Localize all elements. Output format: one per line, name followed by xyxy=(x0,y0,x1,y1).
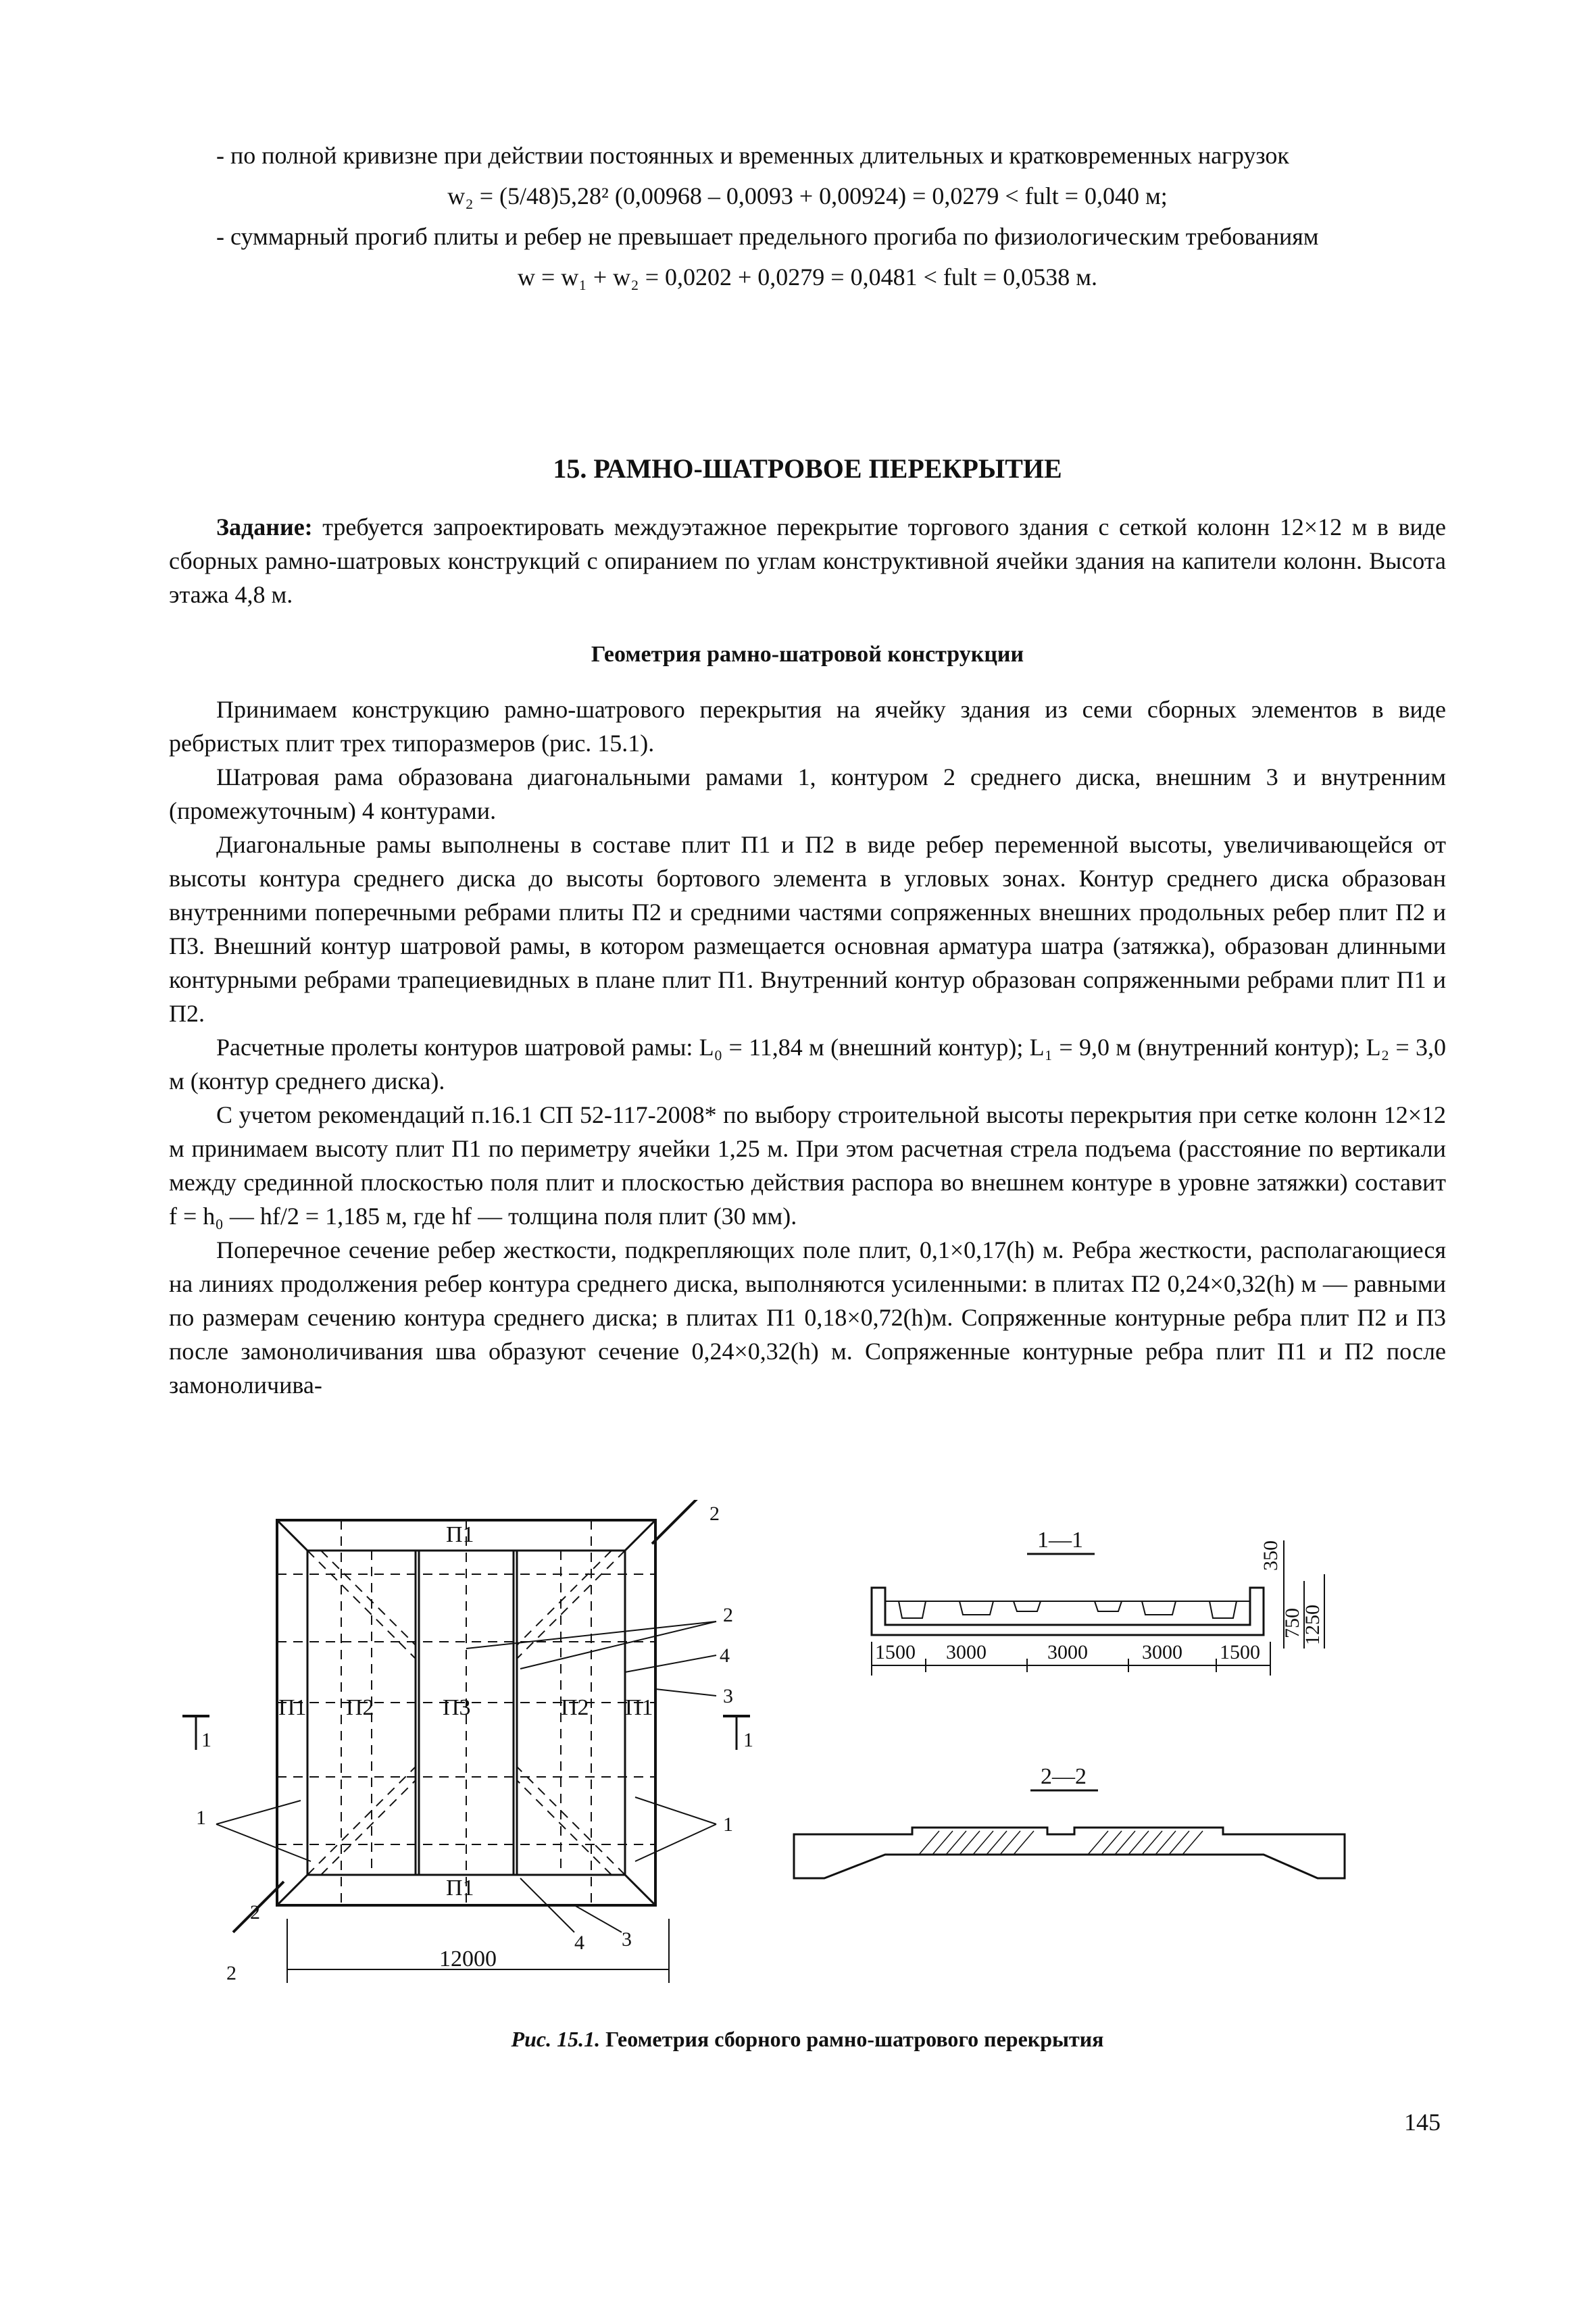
figure-drawing xyxy=(169,1500,1446,2000)
label-p3: П3 xyxy=(443,1695,471,1720)
paragraph: С учетом рекомендаций п.16.1 СП 52-117-2008* по выбору строительной высоты перекрытия при сетке колонн 12×12 м принимаем высоту плит П1 по периметру ячейки 1,25 м. При этом расчетная стрела подъема (расстояние по вертикали между срединной плоскостью поля плит и плоскостью действия распора во внешнем контуре в уровне затяжки) составит f = h₀ — hf/2 = 1,185 м, где hf — толщина поля плит (30 мм). xyxy=(169,1101,1446,1230)
label-p1-bottom: П1 xyxy=(446,1876,474,1901)
paragraph: - по полной кривизне при действии постоянных и временных длительных и кратковременных нагрузок xyxy=(216,142,1289,169)
paragraph: Поперечное сечение ребер жесткости, подкрепляющих поле плит, 0,1×0,17(h) м. Ребра жесткости, располагающиеся на линиях продолжения ребер контура среднего диска, выполняются усиленными: в плитах П2 0,24×0,32(h) м — равными по размерам сечению контура среднего диска; в плитах П1 0,18×0,72(h)м. Сопряженные контурные ребра плит П2 и П3 после замоноличивания шва образуют сечение 0,24×0,32(h) м. Сопряженные контурные ребра плит П1 и П2 после замоноличива- xyxy=(169,1236,1446,1399)
callout-3-bottom: 3 xyxy=(622,1928,632,1951)
task-block xyxy=(169,510,1446,611)
paragraph: Принимаем конструкцию рамно-шатрового перекрытия на ячейку здания из семи сборных элементов в виде ребристых плит трех типоразмеров (рис. 15.1). xyxy=(169,696,1446,757)
page-number: 145 xyxy=(1404,2109,1441,2136)
formula-w2: w₂ = (5/48)5,28² (0,00968 – 0,0093 + 0,00924) = 0,0279 < fult = 0,040 м; xyxy=(447,182,1168,209)
section-1-1-title: 1—1 xyxy=(1037,1528,1083,1553)
label-p2-right: П2 xyxy=(561,1695,589,1720)
callout-2: 2 xyxy=(723,1604,733,1626)
label-p1-right: П1 xyxy=(625,1695,653,1720)
dim-1500-right: 1500 xyxy=(1220,1641,1260,1663)
section-2-2-labels xyxy=(1041,1764,1087,1789)
height-1250: 1250 xyxy=(1301,1605,1324,1645)
paragraph: Расчетные пролеты контуров шатровой рамы: L₀ = 11,84 м (внешний контур); L₁ = 9,0 м (внутренний контур); L₂ = 3,0 м (контур среднего диска). xyxy=(169,1034,1446,1095)
height-750: 750 xyxy=(1281,1608,1303,1638)
dim-3000-2: 3000 xyxy=(1047,1641,1088,1663)
task-text: требуется запроектировать междуэтажное перекрытие торгового здания с сеткой колонн 12×12 м в виде сборных рамно-шатровых конструкций с опиранием по углам конструктивной ячейки здания на капители колонн. Высота этажа 4,8 м. xyxy=(169,513,1446,608)
dim-3000-3: 3000 xyxy=(1142,1641,1182,1663)
dim-1500-left: 1500 xyxy=(875,1641,916,1663)
callout-4-right: 4 xyxy=(720,1644,730,1667)
callout-1-left: 1 xyxy=(196,1807,206,1829)
caption-number: Рис. 15.1. xyxy=(511,2027,601,2051)
callout-1-right: 1 xyxy=(723,1813,733,1836)
callout-3-right: 3 xyxy=(723,1685,733,1707)
caption-text: Геометрия сборного рамно-шатрового перекрытия xyxy=(600,2027,1104,2051)
section-2-2-title: 2—2 xyxy=(1041,1764,1087,1789)
dim-3000-1: 3000 xyxy=(946,1641,987,1663)
task-label: Задание: xyxy=(216,513,313,540)
label-p1-left: П1 xyxy=(278,1695,307,1720)
task-paragraph xyxy=(169,510,1446,611)
plan-view xyxy=(182,1500,750,1983)
label-p1-top: П1 xyxy=(446,1522,474,1547)
figure-caption xyxy=(169,2027,1446,2052)
section-mark-2-slash: 2 xyxy=(250,1901,260,1923)
paragraph: - суммарный прогиб плиты и ребер не превышает предельного прогиба по физиологическим требованиям xyxy=(216,223,1319,250)
label-p2-left: П2 xyxy=(346,1695,374,1720)
height-350: 350 xyxy=(1260,1540,1282,1571)
section-title: 15. РАМНО-ШАТРОВОЕ ПЕРЕКРЫТИЕ xyxy=(553,453,1062,484)
top-text xyxy=(169,139,1446,294)
section-mark-1-left: 1 xyxy=(201,1729,211,1751)
paragraph: Шатровая рама образована диагональными рамами 1, контуром 2 среднего диска, внешним 3 и внутренним (промежуточным) 4 контурами. xyxy=(169,763,1446,824)
paragraph: Диагональные рамы выполнены в составе плит П1 и П2 в виде ребер переменной высоты, увеличивающейся от высоты контура среднего диска до высоты бортового элемента в угловых зонах. Контур среднего диска образован внутренними поперечными ребрами плиты П2 и средними частями сопряженных внешних продольных ребер плит П2 и П3. Внешний контур шатровой рамы, в котором размещается основная арматура шатра (затяжка), образован длинными контурными ребрами трапециевидных в плане плит П1. Внутренний контур образован сопряженными ребрами плит П1 и П2. xyxy=(169,831,1446,1027)
subsection-title: Геометрия рамно-шатровой конструкции xyxy=(591,642,1024,667)
callout-2-top: 2 xyxy=(709,1503,720,1525)
section-1-1-labels xyxy=(875,1528,1324,1663)
body-text xyxy=(169,693,1446,1402)
section-mark-1-right: 1 xyxy=(743,1729,753,1751)
callout-4-bottom: 4 xyxy=(574,1932,584,1954)
section-mark-2-bottom: 2 xyxy=(226,1962,236,1984)
formula-w: w = w₁ + w₂ = 0,0202 + 0,0279 = 0,0481 < fult = 0,0538 м. xyxy=(518,263,1097,291)
dimension-12000: 12000 xyxy=(439,1946,497,1971)
section-2-2 xyxy=(794,1790,1345,1878)
figure-15-1 xyxy=(169,1500,1446,2000)
